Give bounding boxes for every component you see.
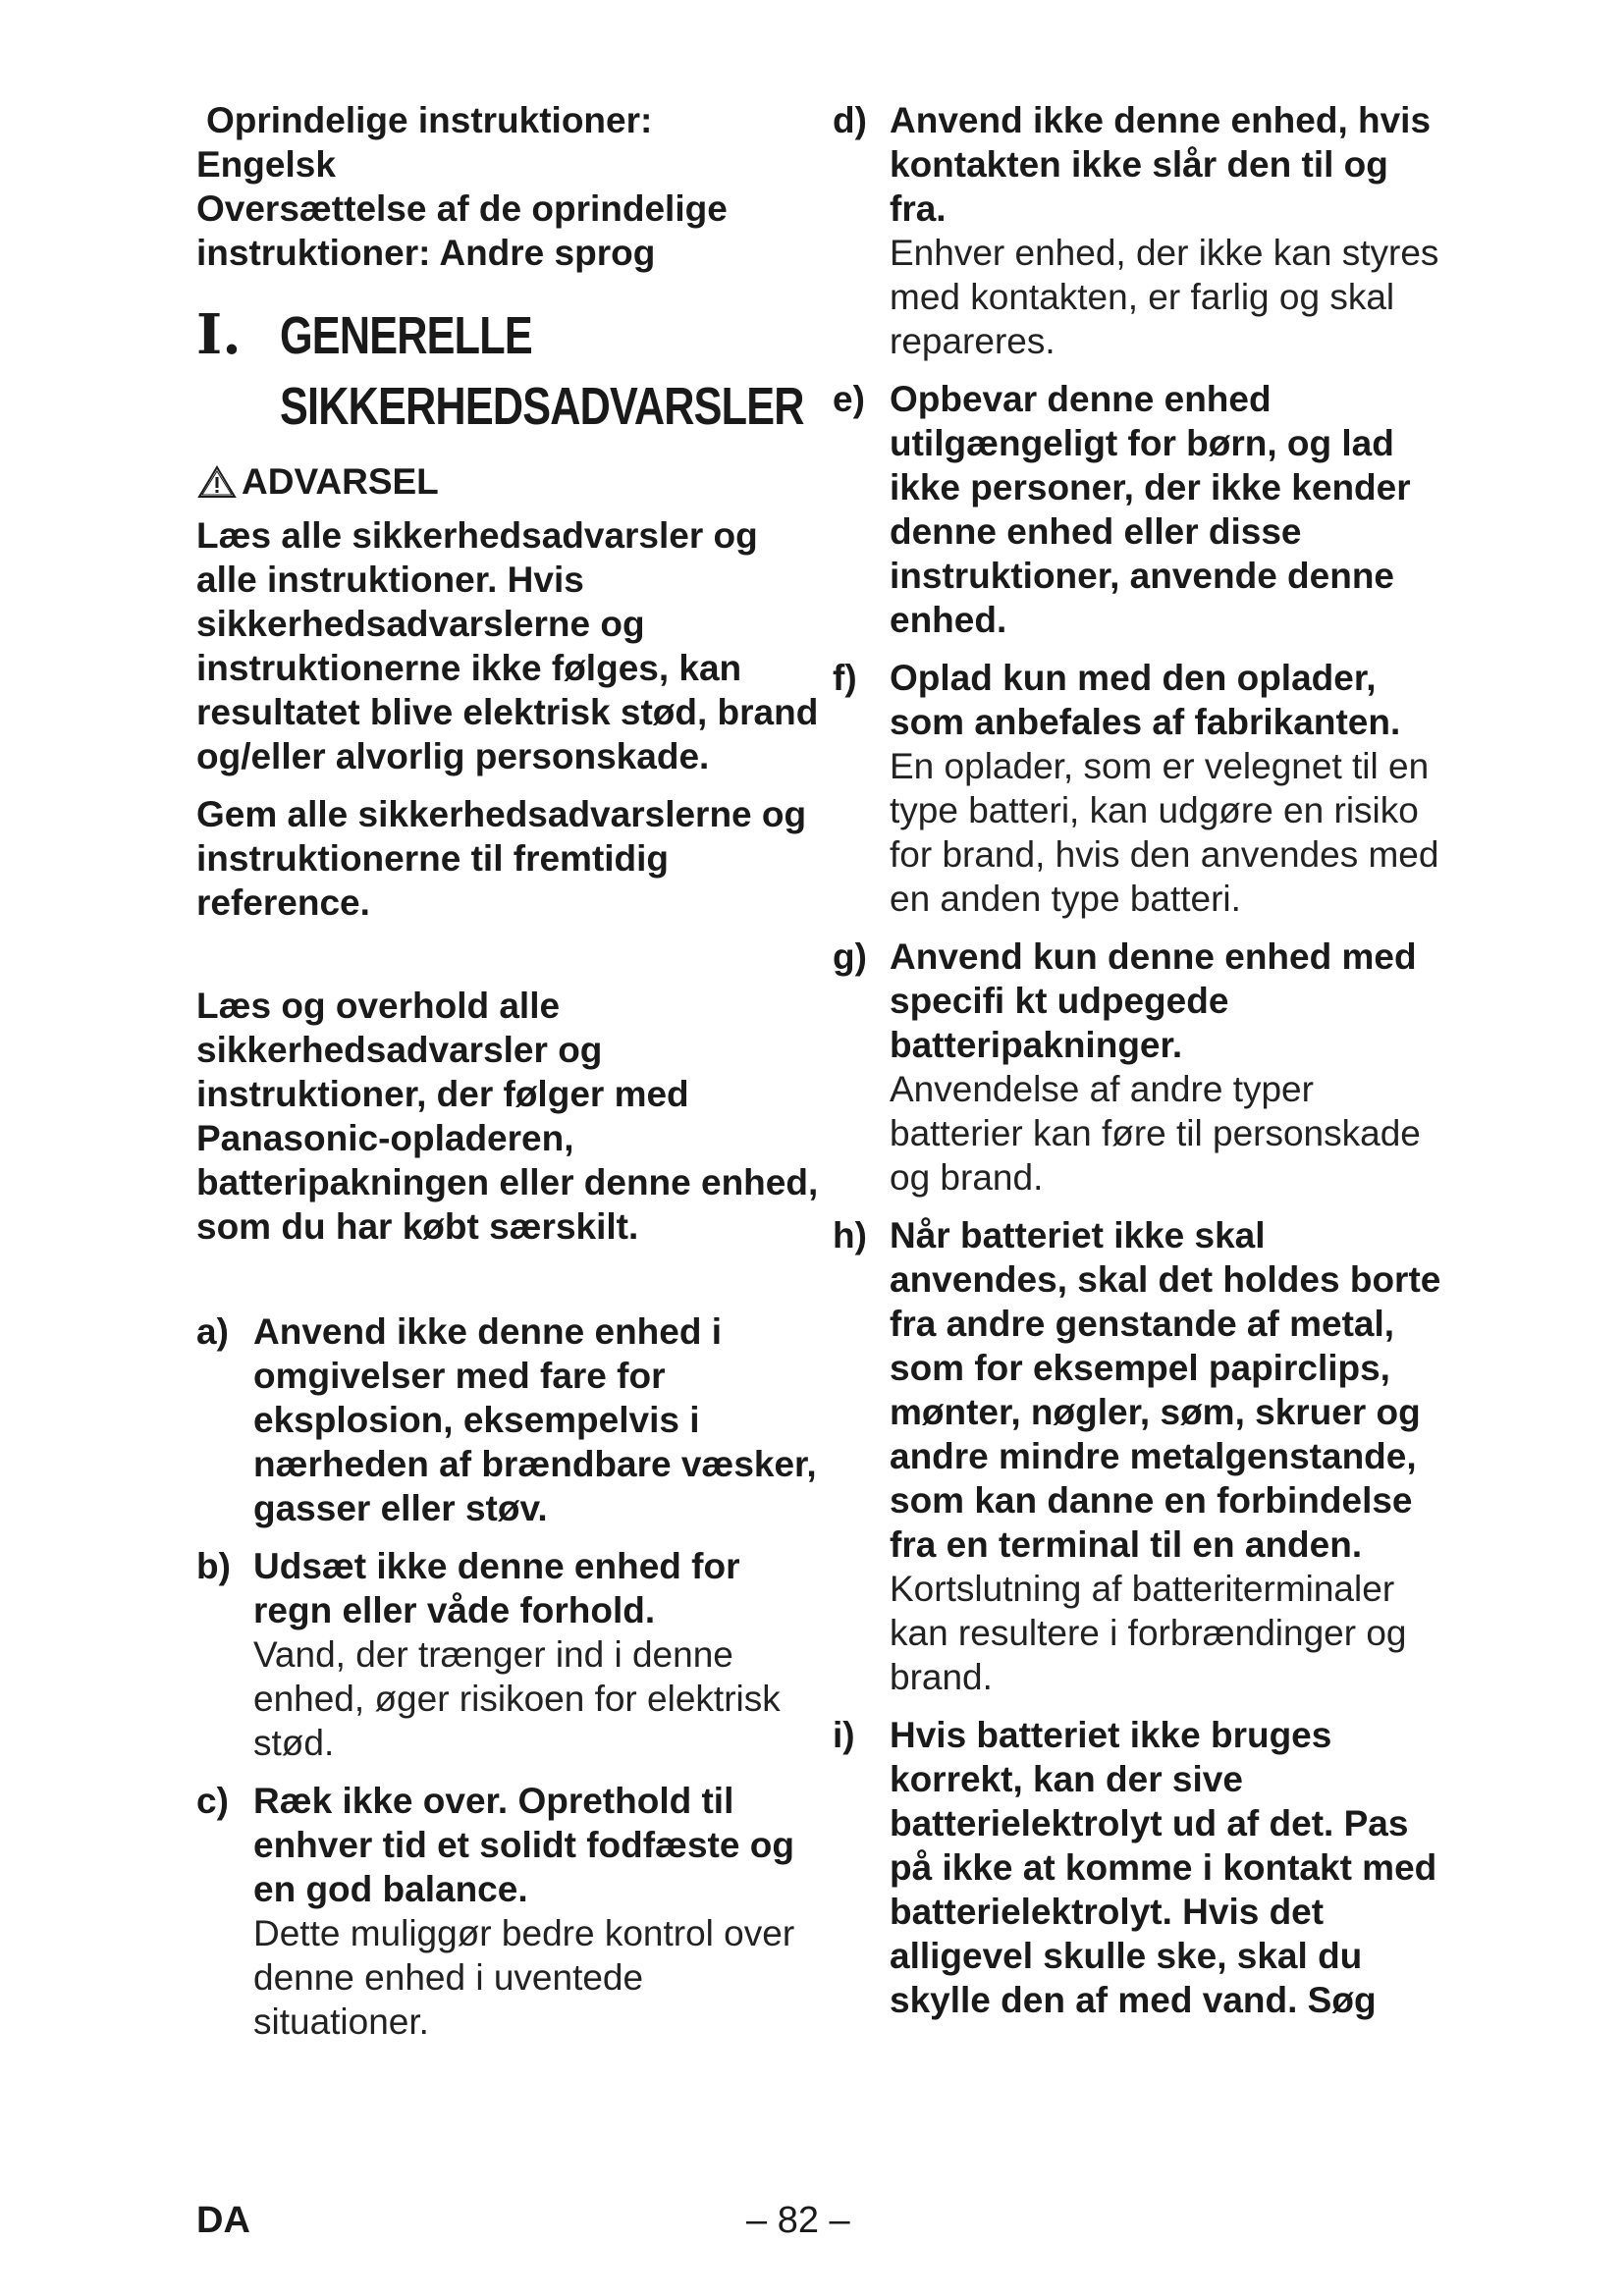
item-body: Kortslutning af batteriterminaler kan resultere i forbrændinger og brand. <box>890 1569 1407 1697</box>
section-title-line-2: SIKKERHEDSADVARSLER <box>280 377 804 436</box>
footer-language: DA <box>196 2200 250 2241</box>
orig-line-2: Engelsk <box>196 144 336 185</box>
item-body: En oplader, som er velegnet til en type batteri, kan udgøre en risiko for brand, hvis den anvendes med en anden type batteri. <box>890 746 1439 919</box>
list-item-i <box>833 1713 1441 2022</box>
item-body: Dette muliggør bedre kontrol over denne enhed i uventede situationer. <box>253 1913 795 2042</box>
item-heading: Ræk ikke over. Oprethold til enhver tid et solidt fodfæste og en god balance. <box>253 1781 794 1909</box>
list-item-e <box>833 377 1441 642</box>
item-letter: i) <box>833 1715 855 1755</box>
section-heading <box>196 293 825 440</box>
list-item-g <box>833 934 1441 1200</box>
list-item-b <box>196 1544 825 1765</box>
item-letter: b) <box>196 1546 231 1586</box>
orig-line-3: Oversættelse af de oprindelige <box>196 188 728 229</box>
item-body: Enhver enhed, der ikke kan styres med kontakten, er farlig og skal repareres. <box>890 233 1439 361</box>
section-title-line-1: GENERELLE <box>280 306 532 365</box>
orig-line-4: instruktioner: Andre sprog <box>196 233 656 273</box>
item-letter: a) <box>196 1311 229 1352</box>
item-letter: f) <box>833 658 857 698</box>
item-heading: Hvis batteriet ikke bruges korrekt, kan der sive batterielektrolyt ud af det. Pas på ikke at komme i kontakt med batterielektrolyt. Hvis det alligevel skulle ske, skal du skylle den af med vand. Søg <box>890 1715 1437 2020</box>
paragraph-read-all: Læs alle sikkerhedsadvarsler og alle instruktioner. Hvis sikkerhedsadvarslerne og instruktionerne ikke følges, kan resultatet blive elektrisk stød, brand og/eller alvorlig personskade. <box>196 515 819 776</box>
item-letter: e) <box>833 379 865 419</box>
original-instructions-note <box>196 98 825 275</box>
item-heading: Anvend kun denne enhed med specifi kt udpegede batteripakninger. <box>890 936 1417 1065</box>
item-letter: c) <box>196 1781 229 1821</box>
page-number: – 82 – <box>746 2200 850 2241</box>
list-item-a <box>196 1309 825 1530</box>
warning-label <box>196 459 825 504</box>
paragraph-keep-all: Gem alle sikkerhedsadvarslerne og instruktionerne til fremtidig reference. <box>196 794 807 923</box>
item-letter: g) <box>833 936 867 977</box>
item-heading: Anvend ikke denne enhed, hvis kontakten ikke slår den til og fra. <box>890 100 1432 229</box>
item-heading: Anvend ikke denne enhed i omgivelser med fare for eksplosion, eksempelvis i nærheden af brændbare væsker, gasser eller støv. <box>253 1311 817 1528</box>
item-heading: Når batteriet ikke skal anvendes, skal det holdes borte fra andre genstande af metal, som for eksempel papirclips, mønter, nøgler, søm, skruer og andre mindre metalgenstande, som kan danne en forbindelse fra en terminal til en anden. <box>890 1215 1441 1565</box>
item-body: Anvendelse af andre typer batterier kan føre til personskade og brand. <box>890 1069 1421 1198</box>
warning-triangle-icon <box>196 464 238 500</box>
item-letter: h) <box>833 1215 867 1255</box>
list-item-h <box>833 1213 1441 1699</box>
section-number: I. <box>196 302 242 367</box>
list-item-f <box>833 656 1441 921</box>
item-heading: Opbevar denne enhed utilgængeligt for børn, og lad ikke personer, der ikke kender denne enhed eller disse instruktioner, anvende denne enhed. <box>890 379 1411 640</box>
list-item-d <box>833 98 1441 363</box>
left-column <box>196 98 825 2057</box>
item-body: Vand, der trænger ind i denne enhed, øger risikoen for elektrisk stød. <box>253 1634 781 1763</box>
list-item-c <box>196 1779 825 2044</box>
section-title <box>280 300 804 442</box>
item-letter: d) <box>833 100 867 140</box>
warning-text: ADVARSEL <box>242 461 439 502</box>
paragraph-observe-all: Læs og overhold alle sikkerhedsadvarsler og instruktioner, der følger med Panasonic-opladeren, batteripakningen eller denne enhed, som du har købt særskilt. <box>196 986 819 1247</box>
item-heading: Udsæt ikke denne enhed for regn eller våde forhold. <box>253 1546 740 1630</box>
orig-line-1: Oprindelige instruktioner: <box>206 100 653 140</box>
right-column <box>833 98 1441 2036</box>
item-heading: Oplad kun med den oplader, som anbefales af fabrikanten. <box>890 658 1401 742</box>
